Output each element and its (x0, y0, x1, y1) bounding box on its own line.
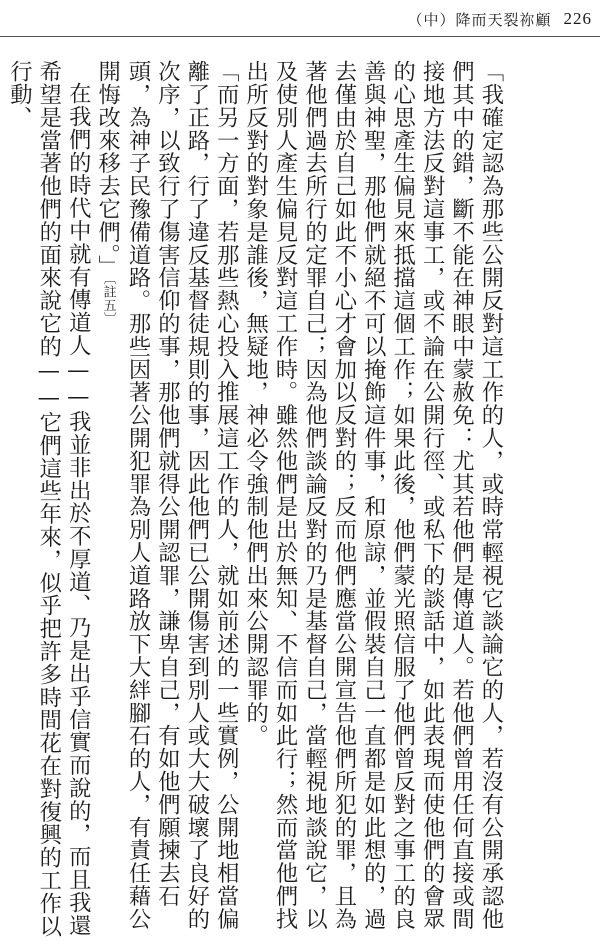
body-text (4, 60, 592, 940)
header-divider (0, 36, 600, 37)
paragraph-3 (4, 60, 92, 940)
chapter-title: （中）降而天裂祢顧 (407, 10, 552, 29)
paragraph-2-text: 「而另一方面，若那些熱心投入推展這工作的人，就如前述的一些實例，公開地相當偏離了正路，行了違反基督徒規則的事，因此他們已公開傷害到別人或大大破壞了良好的次序，以致行了傷害信仰的事，那他們就得公開認罪，謙卑自己，有如他們願揀去石頭，為神子民豫備道路。那些因著公開犯罪為別人道路放下大絆腳石的人，有責任藉公開悔改來移去它們。」 (94, 60, 240, 931)
page-number: 226 (563, 9, 592, 28)
running-header (407, 6, 592, 32)
paragraph-2 (92, 60, 240, 940)
vertical-text-block (4, 60, 505, 940)
paragraph-1 (240, 60, 505, 940)
paragraph-3-text: 在我們的時代中就有傳道人——我並非出於不厚道、乃是出乎信實而說的，而且我還希望是當著他們的面來說它的——它們這些年來，似乎把許多時間花在對復興的工作以行動、 (6, 60, 92, 938)
paragraph-1-text: 「我確定認為那些公開反對這工作的人，或時常輕視它談論它的人，若沒有公開承認他們其中的錯，斷不能在神眼中蒙赦免：尤其若他們是傳道人。若他們曾用任何直接或間接地方法反對這事工，或不論在公開行徑、或私下的談話中，如此表現而使他們的會眾的心思產生偏見來抵擋這個工作；如果此後，他們蒙光照信服了他們曾反對之事工的良善與神聖，那他們就絕不可以掩飾這件事，和原諒，並假裝自己一直都是如此想的，過去僅由於自己如此不小心才會加以反對的；反而他們應當公開宣告他們所犯的罪，且為著他們過去所行的定罪自己；因為他們談論反對的乃是基督自己，當輕視地談說它，以及使別人產生偏見反對這工作時。雖然他們是出於無知、不信而如此行；然而當他們找出所反對的對象是誰後，無疑地，神必令強制他們出來公開認罪的。 (242, 60, 504, 931)
footnote-reference: 〔註五〕 (100, 277, 116, 326)
